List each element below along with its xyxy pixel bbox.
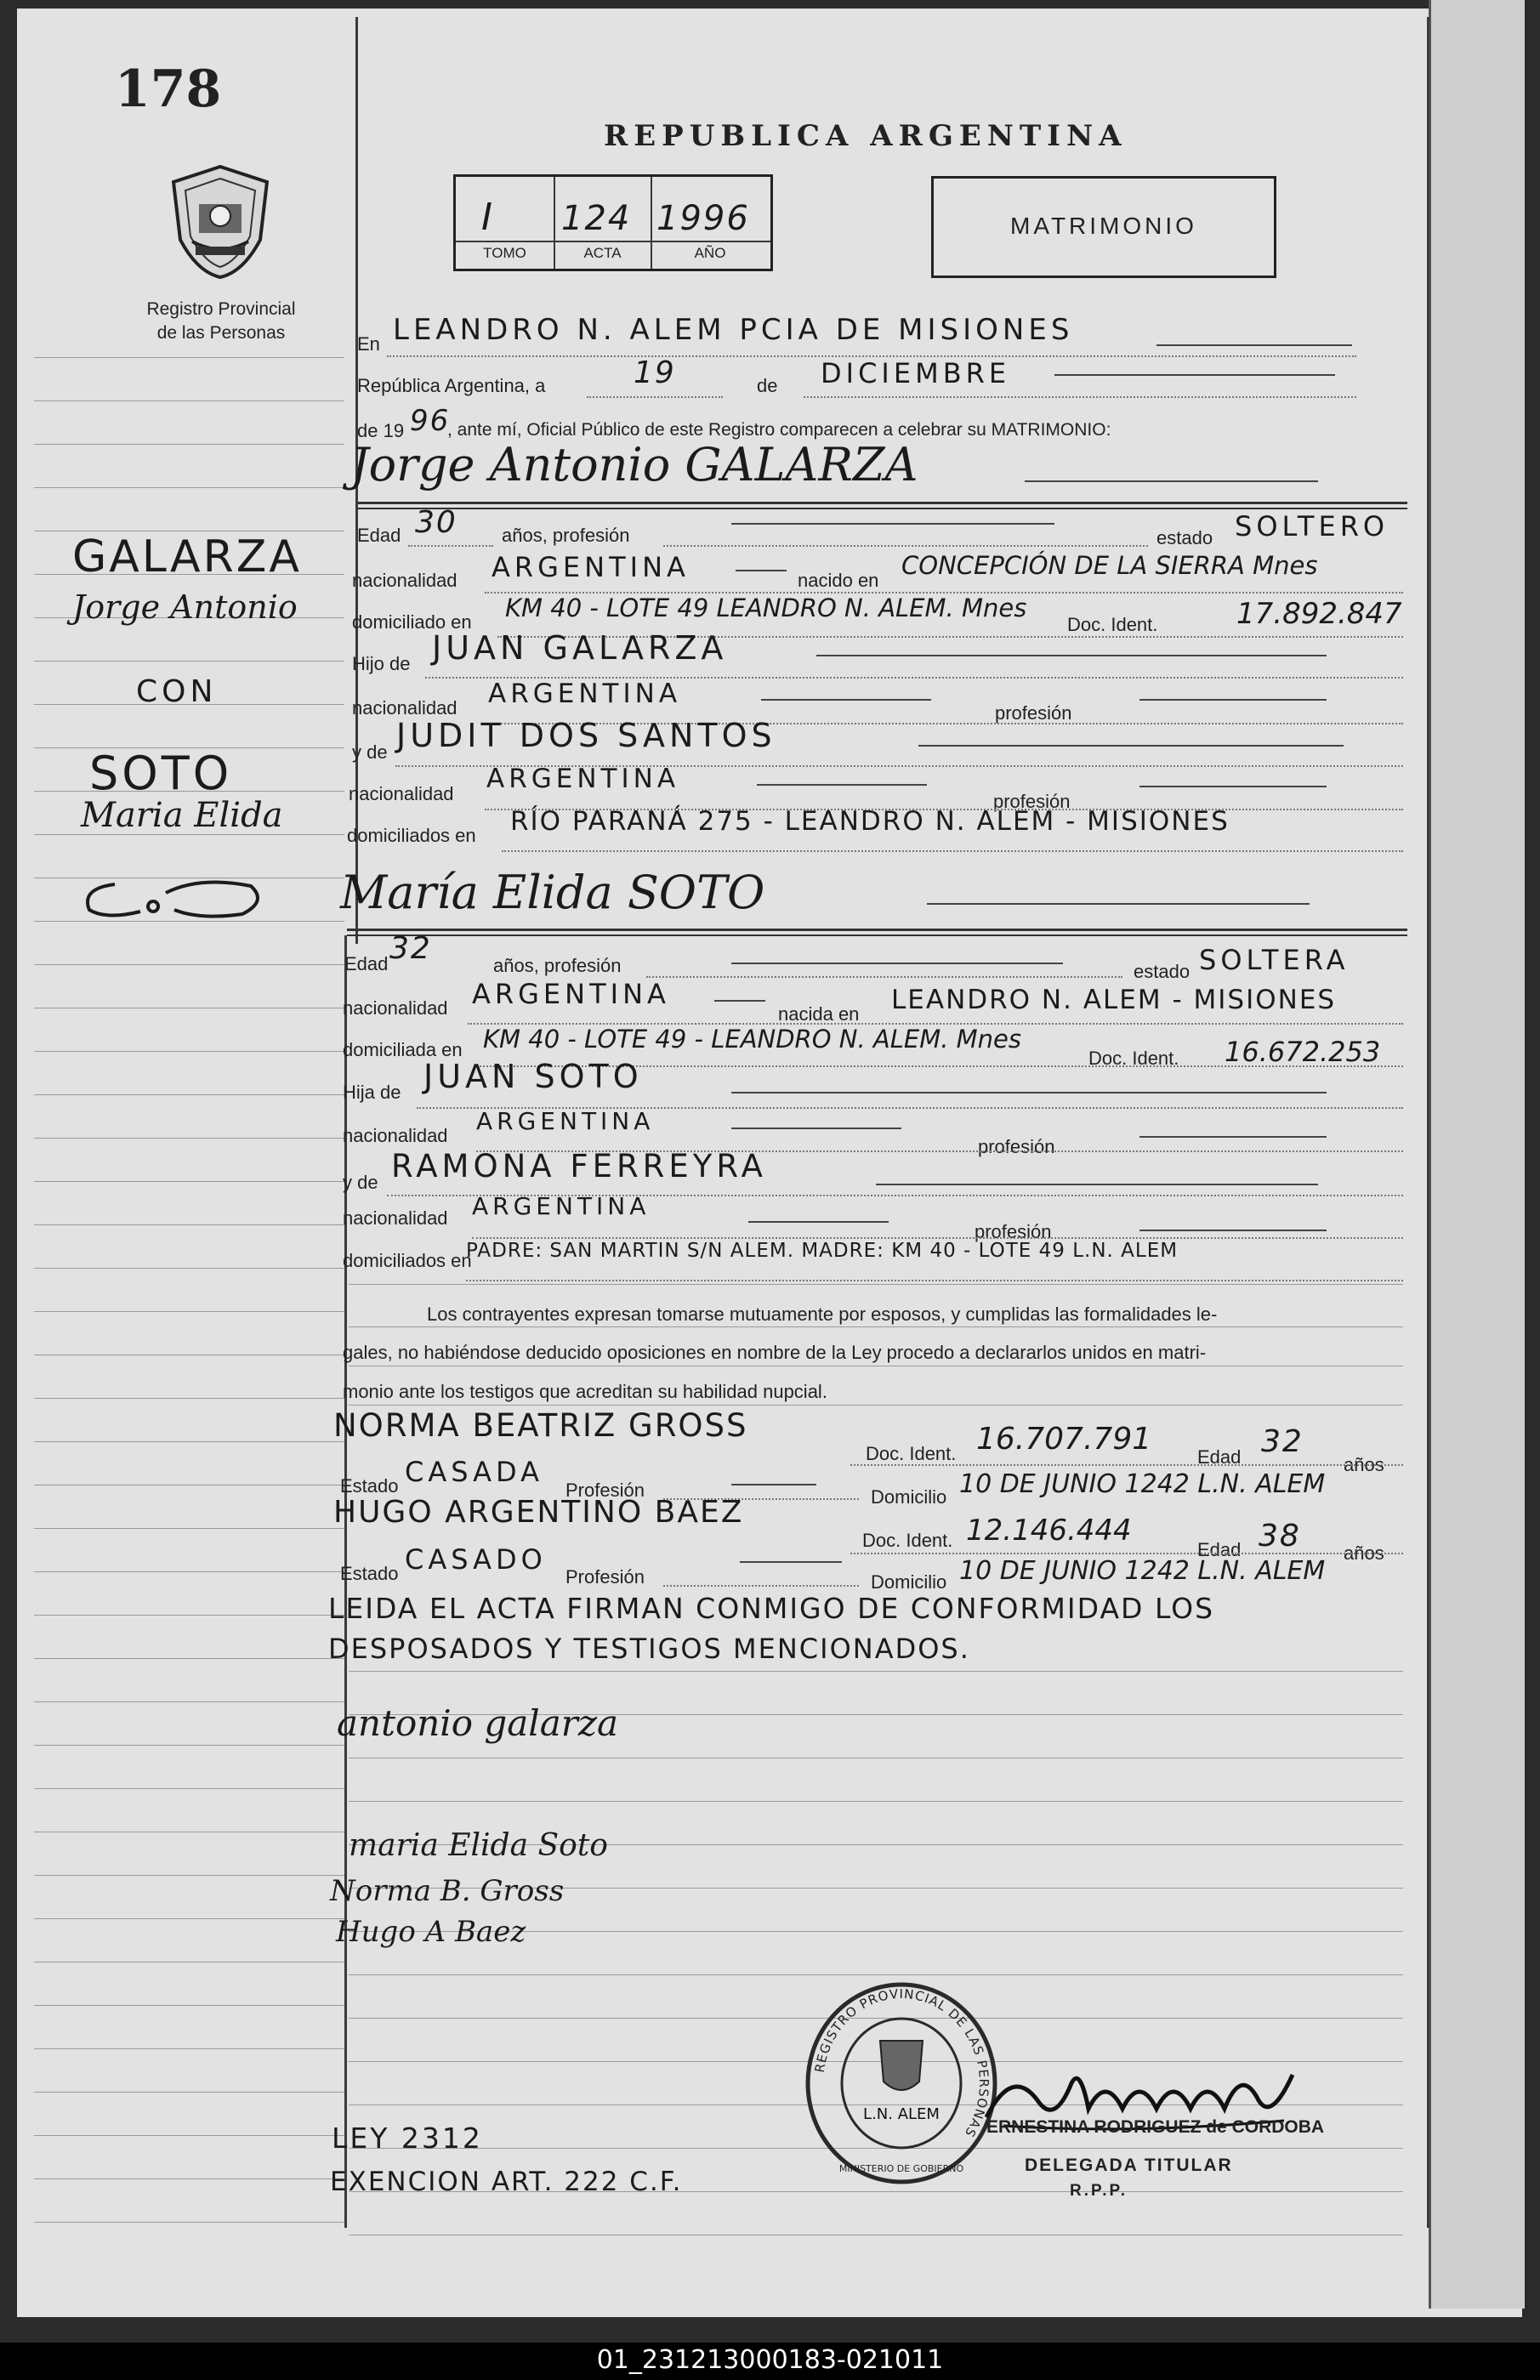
ruled-line (34, 1398, 344, 1399)
label: Profesión (565, 1480, 645, 1501)
label: años (1344, 1454, 1384, 1475)
declaration-text: monio ante los testigos que acreditan su habilidad nupcial. (343, 1381, 827, 1402)
acta-value: 124 (561, 199, 632, 238)
label: nacionalidad (343, 1125, 448, 1146)
groom-signature: antonio galarza (337, 1702, 619, 1744)
label: Profesión (565, 1566, 645, 1588)
witness-2-name: HUGO ARGENTINO BAEZ (333, 1495, 744, 1530)
fill-line (646, 976, 1122, 978)
label: estado (1134, 961, 1191, 982)
ruled-line (34, 444, 344, 445)
label: domiciliados en (343, 1250, 472, 1271)
witness-2-doc: 12.146.444 (966, 1514, 1132, 1548)
groom-parents-address: RÍO PARANÁ 275 - LEANDRO N. ALEM - MISIONES (510, 806, 1230, 837)
label: Doc. Ident. (1088, 1048, 1179, 1069)
bride-parents-address: PADRE: SAN MARTIN S/N ALEM. MADRE: KM 40 - LOTE 49 L.N. ALEM (466, 1240, 1179, 1262)
groom-mother-nationality: ARGENTINA (486, 764, 680, 794)
fill-line (761, 699, 931, 701)
margin-groom-names: Jorge Antonio (72, 588, 298, 626)
ano-value: 1996 (656, 199, 750, 238)
fill-line (731, 963, 1063, 964)
country-title: REPUBLICA ARGENTINA (604, 119, 1128, 153)
groom-address: KM 40 - LOTE 49 LEANDRO N. ALEM. Mnes (505, 594, 1027, 622)
registry-stamp-icon (804, 1981, 999, 2185)
label: años (1344, 1542, 1384, 1564)
svg-text:REGISTRO PROVINCIAL DE LAS PER: REGISTRO PROVINCIAL DE LAS PERSONAS (811, 1985, 992, 2141)
groom-father-nationality: ARGENTINA (488, 679, 682, 709)
witness-1-address: 10 DE JUNIO 1242 L.N. ALEM (959, 1469, 1326, 1499)
label: profesión (978, 1136, 1055, 1157)
section-rule (357, 508, 1407, 509)
label: nacida en (778, 1003, 860, 1025)
provincial-seal-icon (167, 163, 274, 281)
bride-birthplace: LEANDRO N. ALEM - MISIONES (891, 985, 1337, 1015)
fill-line (587, 396, 723, 398)
bride-age: 32 (389, 931, 432, 966)
witness-1-age: 32 (1261, 1424, 1304, 1459)
margin-bride-names: Maria Elida (81, 796, 283, 835)
label: Edad (357, 525, 401, 546)
ruled-line (34, 2005, 344, 2006)
ruled-line (34, 1918, 344, 1919)
groom-age: 30 (415, 505, 457, 540)
page-edge (1429, 0, 1525, 2309)
officer-name: ERNESTINA RODRIGUEZ de CORDOBA (986, 2117, 1325, 2137)
label: domiciliado en (352, 611, 472, 633)
exemption-reference: EXENCION ART. 222 C.F. (330, 2167, 683, 2197)
groom-mother: JUDIT DOS SANTOS (396, 717, 776, 754)
bride-signature: maria Elida Soto (349, 1828, 608, 1863)
fill-line (804, 396, 1356, 398)
witness-2-age: 38 (1259, 1519, 1301, 1554)
section-rule (347, 934, 1407, 936)
label: Domicilio (871, 1571, 947, 1593)
witness-2-civil-status: CASADO (405, 1543, 547, 1576)
groom-nationality: ARGENTINA (492, 551, 690, 583)
act-type: MATRIMONIO (1010, 213, 1197, 239)
witness-1-doc: 16.707.791 (976, 1422, 1152, 1457)
fill-line (663, 1585, 859, 1587)
margin-bride-surname: SOTO (89, 747, 233, 800)
ruled-line (34, 1658, 344, 1659)
label: nacionalidad (352, 570, 457, 591)
fill-line (748, 1221, 889, 1223)
closing-statement: LEIDA EL ACTA FIRMAN CONMIGO DE CONFORMIDAD LOS (328, 1592, 1215, 1625)
label: Hija de (343, 1082, 401, 1103)
fill-line (1025, 480, 1318, 482)
ruled-line (349, 1405, 1403, 1406)
ruled-line (34, 1788, 344, 1789)
closing-statement: DESPOSADOS Y TESTIGOS MENCIONADOS. (328, 1633, 970, 1665)
tomo-label: TOMO (483, 245, 526, 261)
label: de 19 (357, 420, 405, 441)
ruled-line (34, 1615, 344, 1616)
bride-mother-nationality: ARGENTINA (472, 1192, 651, 1220)
ruled-line (349, 1801, 1403, 1802)
officer-org: R.P.P. (1070, 2182, 1128, 2200)
fill-line (502, 850, 1403, 852)
fill-line (816, 655, 1327, 656)
registry-name: de las Personas (156, 323, 286, 343)
bride-nationality: ARGENTINA (472, 978, 670, 1010)
label: nacionalidad (343, 1207, 448, 1229)
day-value: 19 (634, 355, 676, 390)
fill-line (850, 1553, 1403, 1554)
officer-text: , ante mí, Oficial Público de este Registro comparecen a celebrar su MATRIMONIO: (447, 420, 1111, 440)
bride-father-nationality: ARGENTINA (476, 1107, 655, 1135)
groom-doc: 17.892.847 (1236, 597, 1402, 631)
right-rule (1427, 17, 1429, 2228)
label: En (357, 333, 380, 355)
label: años, profesión (502, 525, 630, 546)
fill-line (850, 1464, 1403, 1466)
ruled-line (34, 1962, 344, 1963)
fill-line (740, 1561, 842, 1563)
ruled-line (34, 1571, 344, 1572)
label: años, profesión (493, 955, 622, 976)
groom-full-name: Jorge Antonio GALARZA (350, 438, 918, 491)
groom-birthplace: CONCEPCIÓN DE LA SIERRA Mnes (901, 551, 1318, 580)
label: domiciliada en (343, 1039, 463, 1060)
acta-label: ACTA (583, 245, 622, 261)
label: y de (352, 741, 388, 763)
place-value: LEANDRO N. ALEM PCIA DE MISIONES (393, 313, 1074, 347)
label: profesión (993, 791, 1071, 812)
fill-line (731, 1092, 1327, 1093)
year-value: 96 (410, 404, 451, 438)
label: de (757, 375, 778, 396)
footer-code: 01_231213000183-021011 (596, 2345, 944, 2375)
groom-civil-status: SOLTERO (1235, 510, 1389, 542)
fill-line (757, 784, 927, 786)
witness-2-address: 10 DE JUNIO 1242 L.N. ALEM (959, 1556, 1326, 1586)
page-number: 178 (115, 60, 222, 119)
fill-line (1139, 1230, 1327, 1231)
margin-rubric-icon (72, 867, 276, 927)
label: Estado (340, 1475, 399, 1497)
label: profesión (995, 702, 1072, 724)
groom-father: JUAN GALARZA (432, 629, 728, 667)
fill-line (876, 1184, 1318, 1185)
witness-1-civil-status: CASADA (405, 1456, 543, 1488)
ruled-line (34, 1875, 344, 1876)
witness-2-signature: Hugo A Baez (336, 1915, 526, 1949)
label: y de (343, 1172, 378, 1193)
label: Domicilio (871, 1486, 947, 1508)
fill-line (1054, 374, 1335, 376)
fill-line (927, 903, 1310, 905)
ruled-line (34, 2048, 344, 2049)
ruled-line (34, 964, 344, 965)
ruled-line (34, 487, 344, 488)
section-rule (357, 502, 1407, 504)
ano-label: AÑO (694, 245, 726, 261)
label: Estado (340, 1563, 399, 1584)
label: Edad (1197, 1539, 1242, 1560)
fill-line (731, 1128, 901, 1129)
bride-full-name: María Elida SOTO (340, 866, 765, 919)
ruled-line (349, 1284, 1403, 1285)
ruled-line (34, 357, 344, 358)
label: Hijo de (352, 653, 411, 674)
ruled-line (34, 1701, 344, 1702)
ruled-line (34, 2222, 344, 2223)
ruled-line (349, 1326, 1403, 1327)
fill-line (1139, 786, 1327, 787)
ruled-line (349, 1671, 1403, 1672)
registry-name: Registro Provincial (146, 299, 296, 319)
month-value: DICIEMBRE (821, 357, 1011, 389)
label: nacionalidad (343, 997, 448, 1019)
fill-line (1139, 1136, 1327, 1138)
label: nacido en (798, 570, 879, 591)
fill-line (408, 545, 493, 547)
tomo-value: I (481, 196, 494, 239)
ruled-line (34, 661, 344, 662)
declaration-text: Los contrayentes expresan tomarse mutuamente por esposos, y cumplidas las formalidades le- (427, 1304, 1218, 1325)
label: República Argentina, a (357, 375, 546, 396)
bride-mother: RAMONA FERREYRA (391, 1148, 767, 1184)
bride-civil-status: SOLTERA (1199, 944, 1350, 976)
label: Doc. Ident. (862, 1530, 953, 1551)
ruled-line (34, 1311, 344, 1312)
label: estado (1156, 527, 1213, 548)
bride-doc: 16.672.253 (1225, 1036, 1381, 1068)
ruled-line (34, 1268, 344, 1269)
ruled-line (34, 1181, 344, 1182)
fill-line (663, 545, 1148, 547)
label: nacionalidad (349, 783, 454, 804)
fill-line (466, 1280, 1403, 1281)
ruled-line (34, 400, 344, 401)
fill-line (1156, 344, 1352, 346)
label: nacionalidad (352, 697, 457, 719)
ruled-line (34, 1224, 344, 1225)
margin-groom-surname: GALARZA (72, 531, 302, 582)
fill-line (714, 1000, 765, 1002)
bride-father: JUAN SOTO (423, 1058, 643, 1095)
ruled-line (34, 2178, 344, 2179)
ruled-line (34, 2135, 344, 2136)
witness-1-signature: Norma B. Gross (330, 1874, 565, 1908)
label: Edad (1197, 1446, 1242, 1468)
svg-text:MINISTERIO DE GOBIERNO: MINISTERIO DE GOBIERNO (838, 2163, 964, 2174)
fill-line (472, 1237, 1403, 1239)
ruled-line (34, 1441, 344, 1442)
svg-text:L.N. ALEM: L.N. ALEM (863, 2105, 940, 2123)
ruled-line (34, 1745, 344, 1746)
margin-with: CON (136, 674, 218, 709)
fill-line (918, 745, 1344, 747)
fill-line (731, 523, 1054, 525)
declaration-text: gales, no habiéndose deducido oposiciones en nombre de la Ley procedo a declararlos unidos en matri- (343, 1342, 1207, 1363)
label: profesión (975, 1221, 1052, 1242)
label: Doc. Ident. (1067, 614, 1158, 635)
witness-1-name: NORMA BEATRIZ GROSS (333, 1407, 748, 1444)
ruled-line (34, 1051, 344, 1052)
fill-line (731, 1484, 816, 1485)
ruled-line (34, 2092, 344, 2093)
label: domiciliados en (347, 825, 476, 846)
label: Doc. Ident. (866, 1443, 957, 1464)
section-rule (347, 929, 1407, 931)
ruled-line (34, 1528, 344, 1529)
label: Edad (344, 953, 389, 974)
ruled-line (34, 1094, 344, 1095)
fill-line (736, 570, 787, 571)
ruled-line (349, 1974, 1403, 1975)
law-reference: LEY 2312 (332, 2122, 483, 2155)
ruled-line (34, 1138, 344, 1139)
fill-line (1139, 699, 1327, 701)
officer-title: DELEGADA TITULAR (1025, 2156, 1233, 2175)
bride-address: KM 40 - LOTE 49 - LEANDRO N. ALEM. Mnes (483, 1025, 1022, 1054)
box-divider (456, 241, 770, 242)
